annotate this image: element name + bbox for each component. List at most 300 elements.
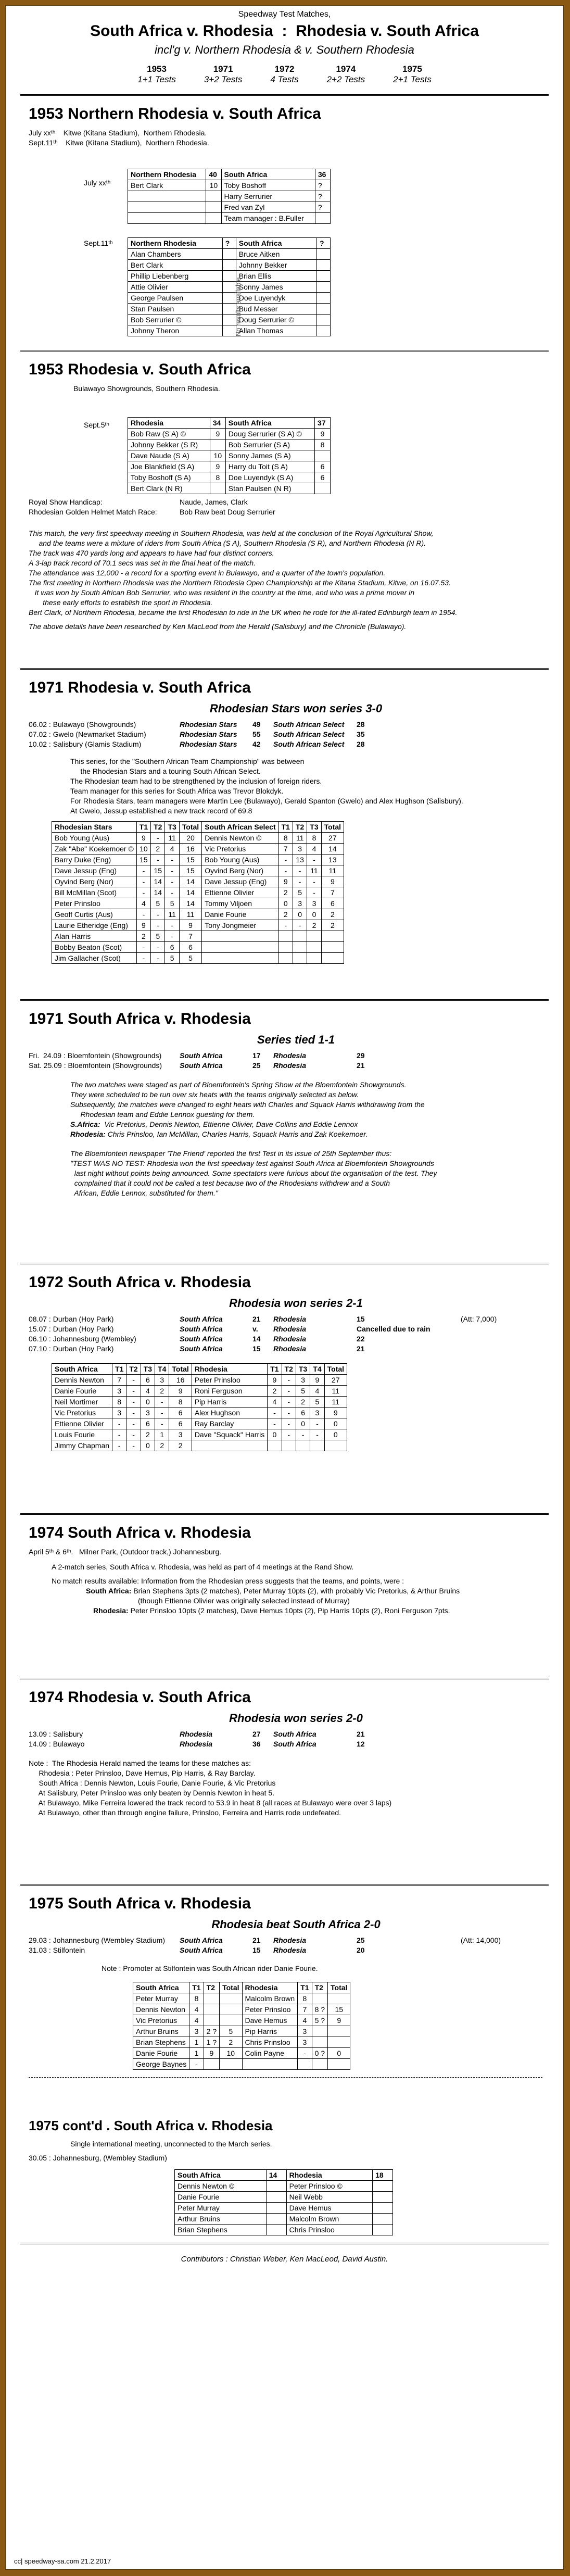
table-cell: 11 [321, 865, 344, 876]
table-cell [317, 282, 331, 293]
table-cell [202, 953, 278, 964]
section-title: 1975 South Africa v. Rhodesia [29, 1895, 251, 1912]
column-header: T2 [282, 1364, 296, 1375]
table-cell: Danie Fourie [52, 1386, 112, 1397]
table-cell: 7 [278, 844, 293, 855]
table-cell: 0 [324, 1429, 347, 1440]
table-cell [202, 942, 278, 953]
table-row [128, 450, 331, 461]
text-line: At Bulawayo, other than through engine failure, Prinsloo, Ferreira and Harris rode undefeated. [29, 1808, 341, 1817]
table-cell: Bob Young (Aus) [52, 833, 137, 844]
table-cell: 5 [293, 887, 307, 898]
fixture-cell: 14 [252, 1335, 261, 1343]
scores-table [133, 1982, 350, 2070]
table-cell: Roni Ferguson [192, 1386, 267, 1397]
table-cell: Tommy Viljoen [202, 898, 278, 909]
tests-count: 2+2 Tests [326, 74, 365, 84]
table-cell: Chris Prinsloo [242, 2037, 298, 2048]
table-cell: 16 [179, 844, 201, 855]
venue-line: Bulawayo Showgrounds, Southern Rhodesia. [73, 384, 220, 393]
table-cell: 4 [310, 1386, 324, 1397]
table-cell: 0 [296, 1418, 310, 1429]
table-cell: Sonny James (S A) [225, 450, 314, 461]
table-cell [204, 2004, 219, 2015]
fixture-cell: Fri. 24.09 : Bloemfontein (Showgrounds) [29, 1051, 162, 1060]
table-cell [296, 1440, 310, 1451]
table-row [128, 439, 331, 450]
fixture-cell: 07.10 : Durban (Hoy Park) [29, 1344, 114, 1353]
table-cell: 3 [293, 898, 307, 909]
column-header: Total [321, 822, 344, 833]
table-cell: 3 [189, 2026, 204, 2037]
table-cell: - [126, 1440, 141, 1451]
table-cell: Geoff Curtis (Aus) [52, 909, 137, 920]
fixture-cell: 06.02 : Bulawayo (Showgrounds) [29, 720, 136, 728]
table-cell [321, 953, 344, 964]
table-cell [317, 304, 331, 315]
fixtures [29, 1314, 563, 1354]
notes [29, 1758, 563, 1818]
table-cell [315, 450, 331, 461]
fixture-cell: 07.02 : Gwelo (Newmarket Stadium) [29, 730, 146, 738]
section-title: 1953 Northern Rhodesia v. South Africa [29, 105, 321, 122]
table-cell: 7 [298, 2004, 312, 2015]
divider [20, 999, 549, 1001]
fixture-cell: 25 [357, 1936, 365, 1944]
column-header: 36 [315, 169, 330, 180]
table-cell: - [155, 1408, 169, 1418]
team-table-2 [128, 237, 331, 336]
table-cell: 8 [210, 472, 225, 483]
fixture-cell: South African Select [273, 740, 345, 748]
table-cell: Danie Fourie [175, 2192, 267, 2203]
table-cell: - [151, 942, 165, 953]
table-cell: - [293, 865, 307, 876]
table-row [52, 865, 344, 876]
table-cell: 15 [179, 855, 201, 865]
tests-count: 2+1 Tests [393, 74, 432, 84]
table-row [133, 2015, 350, 2026]
handicap-line: Royal Show Handicap: Naude, James, Clark [29, 498, 248, 506]
table-cell: - [293, 876, 307, 887]
fixture-cell: 13.09 : Salisbury [29, 1730, 83, 1738]
table-row [128, 429, 331, 439]
table-cell: - [307, 855, 321, 865]
table-cell: 14 [179, 876, 201, 887]
divider [20, 1263, 549, 1264]
table-cell: 8 [315, 439, 331, 450]
section-1972 [6, 1274, 563, 1513]
series-result: Rhodesia beat South Africa 2-0 [211, 1918, 381, 1931]
table-cell [220, 2015, 242, 2026]
table-cell: 9 [136, 833, 150, 844]
fixture-cell: 21 [252, 1936, 261, 1944]
table-cell: Vic Pretorius [133, 2015, 189, 2026]
fixture-cell: South Africa [180, 1051, 223, 1060]
table-row [128, 325, 331, 336]
table-cell [293, 931, 307, 942]
table-row [128, 202, 331, 213]
table-cell: - [151, 833, 165, 844]
text-line: The first meeting in Northern Rhodesia was the Northern Rhodesia Open Championship at the Kitana Stadium, Kitwe, on 16.07.53. [29, 579, 451, 587]
table-cell [317, 315, 331, 325]
table-cell: Doe Luyendyk (S A) [225, 472, 314, 483]
fixture-cell: South Africa [180, 1061, 223, 1070]
year-item [204, 64, 243, 85]
table-row [52, 1375, 347, 1386]
table-cell [328, 2026, 350, 2037]
column-header: T3 [296, 1364, 310, 1375]
table-cell: 4 [268, 1397, 282, 1408]
table-row [52, 953, 344, 964]
match-date: Sept.11ᵗʰ [84, 239, 113, 247]
text-line: African, Eddie Lennox, substituted for them." [70, 1189, 218, 1197]
table-row [128, 191, 331, 202]
table-cell [317, 325, 331, 336]
table-cell: 15 [136, 855, 150, 865]
table-header-row [133, 1982, 350, 1993]
table-cell: Barry Duke (Eng) [52, 855, 137, 865]
table-cell: 10 [210, 450, 225, 461]
table-cell: Fred van Zyl [221, 202, 315, 213]
column-header: Total [328, 1982, 350, 1993]
table-cell: 6 [141, 1375, 155, 1386]
table-cell: 9 [278, 876, 293, 887]
notes [70, 1080, 563, 1120]
table-cell [210, 483, 225, 494]
year: 1975 [402, 64, 422, 74]
fixture-cell: 28 [357, 720, 365, 728]
table-cell: 2 [278, 887, 293, 898]
table-cell: 9 [210, 461, 225, 472]
table-row [133, 2048, 350, 2059]
table-cell: 6 [296, 1408, 310, 1418]
table-header-row [175, 2170, 393, 2181]
table-cell: 3 [112, 1408, 126, 1418]
section-title: 1974 South Africa v. Rhodesia [29, 1524, 251, 1541]
scores-table [52, 821, 344, 964]
table-cell: Ettienne Olivier [202, 887, 278, 898]
text-line: The Rhodesian team had to be strengthened by the inclusion of foreign riders. [70, 777, 322, 785]
table-row [52, 1418, 347, 1429]
table-cell [307, 942, 321, 953]
table-cell: 13 [321, 855, 344, 865]
notes [29, 529, 457, 618]
table-row [133, 2026, 350, 2037]
table-cell: Dave "Squack" Harris [192, 1429, 267, 1440]
column-header: Rhodesia [192, 1364, 267, 1375]
table-cell: Peter Prinsloo [242, 2004, 298, 2015]
divider [20, 1513, 549, 1515]
table-cell: Doug Serrurier (S A) © [225, 429, 314, 439]
table-cell: Johnny Bekker [236, 260, 316, 271]
table-cell: - [155, 1397, 169, 1408]
table-cell: 9 [204, 2048, 219, 2059]
table-cell: 3 [298, 2037, 312, 2048]
table-cell: 11 [165, 909, 179, 920]
table-cell: 9 [321, 876, 344, 887]
page-subtitle: incl'g v. Northern Rhodesia & v. Southern Rhodesia [155, 43, 414, 56]
table-cell: 14 [179, 898, 201, 909]
fixture-cell: 21 [252, 1315, 261, 1323]
section-title: 1974 Rhodesia v. South Africa [29, 1689, 251, 1706]
text-line: Bert Clark, of Northern Rhodesia, became the first Rhodesian to ride in the UK when he rode for the ill-fated Edinburgh team in 1954. [29, 608, 458, 617]
fixture-cell: Rhodesian Stars [180, 730, 237, 738]
column-header: South Africa [221, 169, 315, 180]
table-cell: Tony Jongmeier [202, 920, 278, 931]
table-cell: 6 [321, 898, 344, 909]
fixture-cell: 31.03 : Stilfontein [29, 1946, 85, 1954]
table-cell: 10 [136, 844, 150, 855]
table-cell [266, 2214, 286, 2225]
table-cell: Pip Harris [242, 2026, 298, 2037]
table-cell: 2 [169, 1440, 192, 1451]
table-row [128, 483, 331, 494]
divider [20, 94, 549, 96]
table-cell: 27 [321, 833, 344, 844]
table-row [52, 1397, 347, 1408]
table-cell: Toby Boshoff (S A) [128, 472, 210, 483]
fixture-cell: 14.09 : Bulawayo [29, 1740, 85, 1748]
helmet-line: Rhodesian Golden Helmet Match Race: Bob Raw beat Doug Serrurier [29, 508, 275, 516]
table-cell: 3 [307, 898, 321, 909]
table-cell [315, 483, 331, 494]
column-header: T1 [189, 1982, 204, 1993]
fixture-cell: 20 [357, 1946, 365, 1954]
table-cell: Danie Fourie [133, 2048, 189, 2059]
fixture-row [29, 720, 563, 730]
year: 1974 [336, 64, 356, 74]
fixture-cell: Sat. 25.09 : Bloemfontein (Showgrounds) [29, 1061, 162, 1070]
fixture-cell: 08.07 : Durban (Hoy Park) [29, 1315, 114, 1323]
table-cell: 7 [112, 1375, 126, 1386]
section-1971-rhodesia [6, 679, 563, 999]
table-cell: Vic Pretorius [52, 1408, 112, 1418]
table-row [128, 249, 331, 260]
table-cell [220, 2059, 242, 2070]
fixture-cell: 21 [357, 1730, 365, 1738]
table-cell: - [126, 1408, 141, 1418]
table-cell: 6 [165, 942, 179, 953]
table-cell: - [136, 953, 150, 964]
header-kicker: Speedway Test Matches, [238, 10, 331, 19]
column-header: Total [179, 822, 201, 833]
table-cell: Peter Murray [133, 1993, 189, 2004]
table-cell: 8 [298, 1993, 312, 2004]
text-line: these early efforts to establish the sport in Rhodesia. [29, 598, 213, 607]
table-cell: 14 [179, 887, 201, 898]
credits: Contributors : Christian Weber, Ken MacLeod, David Austin. [181, 2255, 388, 2264]
fixture-cell: 28 [357, 740, 365, 748]
table-cell: 4 [189, 2015, 204, 2026]
column-header: Northern Rhodesia [128, 169, 206, 180]
table-cell [192, 1440, 267, 1451]
fixture-cell: South Africa [180, 1325, 223, 1333]
fixture-cell [461, 1324, 523, 1334]
table-cell [317, 249, 331, 260]
years-summary [6, 64, 563, 85]
table-cell: Bert Clark (N R) [128, 483, 210, 494]
table-cell: 2 [220, 2037, 242, 2048]
table-cell: - [126, 1375, 141, 1386]
table-cell: 9 [136, 920, 150, 931]
table-cell [204, 2059, 219, 2070]
table-cell [128, 191, 206, 202]
table-cell: 11 [165, 833, 179, 844]
table-cell: Dennis Newton © [175, 2181, 267, 2192]
table-row [128, 271, 331, 282]
table-cell: 1 [155, 1429, 169, 1440]
table-cell [266, 2181, 286, 2192]
table-cell: 8 ? [312, 2004, 327, 2015]
table-cell: 15 [179, 865, 201, 876]
table-cell: 10 [220, 2048, 242, 2059]
table-cell: 9 [210, 429, 225, 439]
table-cell: 5 [310, 1397, 324, 1408]
text-line: "TEST WAS NO TEST: Rhodesia won the first speedway test against South Africa at Bloemfontein Showgrounds [70, 1159, 434, 1167]
text-line: At Gwelo, Jessup established a new track record of 69.8 [70, 807, 252, 815]
table-cell: Team manager : B.Fuller [221, 213, 315, 224]
table-cell [321, 942, 344, 953]
table-cell: Vic Pretorius [202, 844, 278, 855]
table-cell: 9 [179, 920, 201, 931]
table-cell: George Baynes [133, 2059, 189, 2070]
fixture-cell: 21 [357, 1344, 365, 1353]
table-cell: 0 ? [312, 2048, 327, 2059]
fixture-cell: 36 [252, 1740, 261, 1748]
table-cell: 2 [155, 1386, 169, 1397]
year: 1971 [213, 64, 233, 74]
column-header: T3 [141, 1364, 155, 1375]
table-cell: 16 [169, 1375, 192, 1386]
text-line: Note : The Rhodesia Herald named the teams for these matches as: [29, 1759, 251, 1767]
table-cell: - [136, 876, 150, 887]
section-1953-rhodesia [6, 361, 563, 668]
table-row [175, 2225, 393, 2235]
fixture-row [29, 1314, 563, 1324]
text-line: It was won by South African Bob Serrurier, who was resident in the country at the time, and who was a prime mover in [29, 588, 415, 597]
table-cell: 8 [112, 1397, 126, 1408]
table-cell: Bob Serrurier (S A) [225, 439, 314, 450]
table-cell: 2 [321, 909, 344, 920]
table-cell: 2 [155, 1440, 169, 1451]
fixture-cell: Rhodesia [273, 1335, 307, 1343]
year-item [137, 64, 176, 85]
table-cell: 4 [298, 2015, 312, 2026]
text-line: last night without points being announced. Some spectators were furious about the organisation of the test. They [70, 1169, 437, 1177]
match-date: July xxᵗʰ [84, 179, 111, 187]
table-cell: 14 [321, 844, 344, 855]
column-header: T2 [204, 1982, 219, 1993]
table-cell: Attie Olivier [128, 282, 223, 293]
table-cell: Doe Luyendyk [236, 293, 316, 304]
fixture-cell: 29.03 : Johannesburg (Wembley Stadium) [29, 1936, 165, 1944]
table-cell [315, 213, 330, 224]
year-item [327, 64, 365, 85]
fixture-cell: 10.02 : Salisbury (Glamis Stadium) [29, 740, 142, 748]
table-row [52, 920, 344, 931]
table-cell: 11 [179, 909, 201, 920]
table-cell: Brian Stephens [133, 2037, 189, 2048]
fixture-cell: Rhodesia [273, 1051, 307, 1060]
table-header-row [128, 238, 331, 249]
document-page [5, 5, 564, 2570]
table-cell: Zak "Abe" Koekemoer © [52, 844, 137, 855]
table-cell: 8 [189, 1993, 204, 2004]
table-cell: - [112, 1418, 126, 1429]
table-row [128, 213, 331, 224]
table-cell: - [112, 1429, 126, 1440]
column-header: T1 [298, 1982, 312, 1993]
table-cell: 11 [324, 1386, 347, 1397]
table-cell: Brian Ellis [236, 271, 316, 282]
table-cell: 6 [315, 472, 331, 483]
divider [20, 2243, 549, 2244]
column-header: T1 [278, 822, 293, 833]
table-row [133, 2037, 350, 2048]
table-row [175, 2192, 393, 2203]
table-cell: 27 [324, 1375, 347, 1386]
table-cell: 5 [179, 953, 201, 964]
fixture-cell [461, 1344, 523, 1354]
fixture-cell: 15 [357, 1315, 365, 1323]
table-row [52, 1386, 347, 1397]
table-row [133, 1993, 350, 2004]
table-cell: - [278, 865, 293, 876]
table-cell: Ray Barclay [192, 1418, 267, 1429]
fixtures [29, 1051, 563, 1071]
table-cell: - [282, 1418, 296, 1429]
table-cell: 5 [151, 931, 165, 942]
table-cell [328, 2059, 350, 2070]
table-cell: - [278, 855, 293, 865]
table-row [52, 1408, 347, 1418]
table-cell: - [126, 1386, 141, 1397]
table-cell: 9 [268, 1375, 282, 1386]
table-cell: 4 [189, 2004, 204, 2015]
table-row [52, 833, 344, 844]
table-row [52, 876, 344, 887]
table-cell: Ettienne Olivier [52, 1418, 112, 1429]
fixture-cell: 27 [252, 1730, 261, 1738]
table-cell: - [126, 1418, 141, 1429]
divider [20, 668, 549, 670]
section-1953-northern-rhodesia [6, 105, 563, 350]
fixture-cell: 17 [252, 1051, 261, 1060]
table-cell: Oyvind Berg (Nor) [52, 876, 137, 887]
table-cell [293, 942, 307, 953]
table-cell: - [126, 1397, 141, 1408]
table-cell [310, 1440, 324, 1451]
text-line: and the teams were a mixture of riders from South Africa (S A), Southern Rhodesia (S R), and Northern Rhodesia (N R). [29, 539, 426, 547]
fixture-row [29, 1324, 563, 1334]
column-header: T1 [112, 1364, 126, 1375]
table-cell: 8 [307, 833, 321, 844]
table-cell [373, 2192, 393, 2203]
table-row [175, 2214, 393, 2225]
table-cell [373, 2181, 393, 2192]
scores-table [52, 1363, 347, 1451]
fixture-cell: 22 [357, 1335, 365, 1343]
table-cell [324, 1440, 347, 1451]
text-line: They were scheduled to be run over six heats with the teams originally selected as below. [70, 1090, 359, 1099]
table-cell: 15 [328, 2004, 350, 2015]
table-cell: Stan Paulsen [128, 304, 223, 315]
table-cell: - [282, 1408, 296, 1418]
table-cell: Chris Prinsloo [286, 2225, 372, 2235]
fixture-cell: 21 [357, 1061, 365, 1070]
table-cell: 1 ? [204, 2037, 219, 2048]
